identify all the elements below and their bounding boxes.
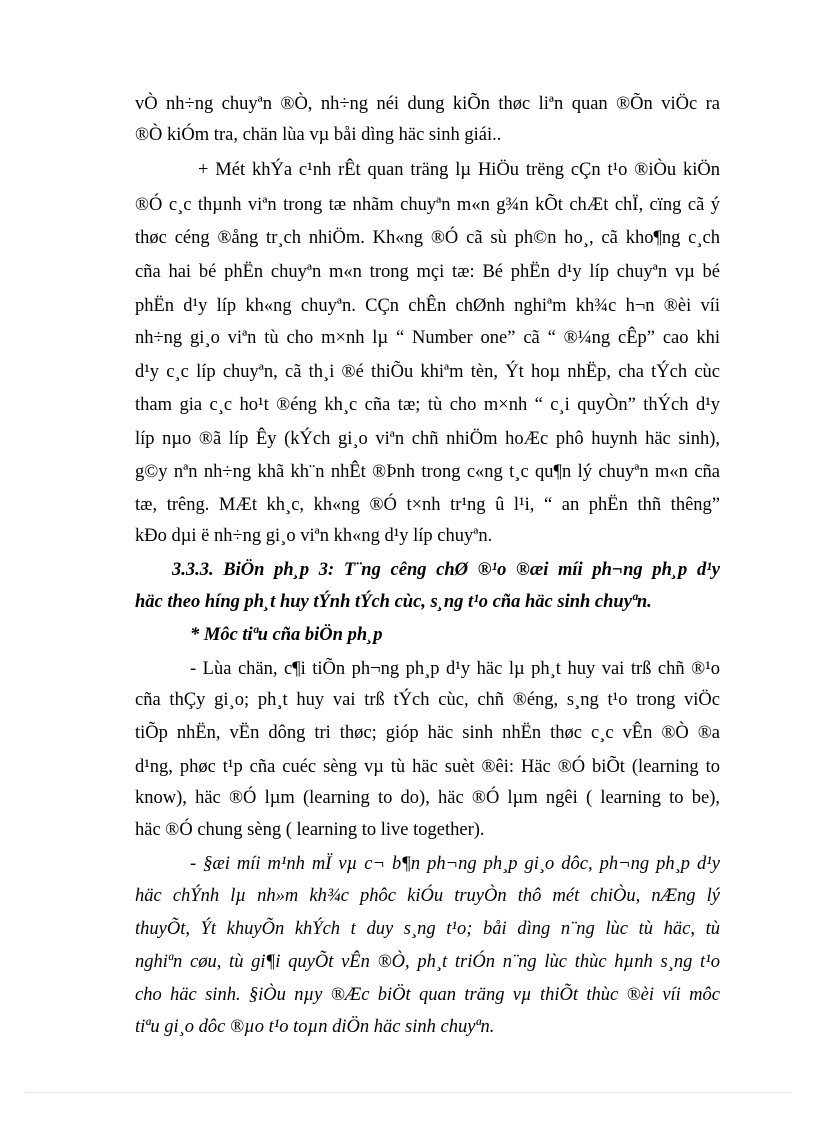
text-line: nh÷ng gi¸o viªn tù cho m×nh lµ “ Number one” cã “ ®¼ng cÊp” cao khi: [135, 328, 720, 348]
text-line: tiÕp nhËn, vËn dông tri thøc; gióp häc sinh nhËn thøc c¸c vÊn ®Ò ®a: [135, 723, 720, 743]
text-line: d¹y c¸c líp chuyªn, cã th¸i ®é thiÕu khiªm tèn, Ýt hoµ nhËp, cha tÝch cùc: [135, 362, 720, 382]
page-footer-divider: [25, 1092, 791, 1093]
text-line: thøc céng ®ång tr¸ch nhiÖm. Kh«ng ®Ó cã sù ph©n ho¸, cã kho¶ng c¸ch: [135, 228, 720, 248]
text-line: líp nµo ®ã líp Êy (kÝch gi¸o viªn chñ nhiÖm hoÆc phô huynh häc sinh),: [135, 429, 720, 449]
text-line: - §æi míi m¹nh mÏ vµ c¬ b¶n ph¬ng ph¸p gi¸o dôc, ph¬ng ph¸p d¹y: [190, 854, 720, 874]
subheading: * Môc tiªu cña biÖn ph¸p: [190, 625, 383, 645]
text-line: - Lùa chän, c¶i tiÕn ph¬ng ph¸p d¹y häc lµ ph¸t huy vai trß chñ ®¹o: [190, 659, 720, 679]
text-line: g©y nªn nh÷ng khã kh¨n nhÊt ®Þnh trong c«ng t¸c qu¶n lý chuyªn m«n cña: [135, 462, 720, 482]
text-line: tiªu gi¸o dôc ®µo t¹o toµn diÖn häc sinh chuyªn.: [135, 1017, 495, 1037]
text-line: cho häc sinh. §iÒu nµy ®Æc biÖt quan träng vµ thiÕt thùc ®èi víi môc: [135, 985, 720, 1005]
text-line: + Mét khÝa c¹nh rÊt quan träng lµ HiÖu trëng cÇn t¹o ®iÒu kiÖn: [198, 160, 720, 180]
text-line: häc chÝnh lµ nh»m kh¾c phôc kiÓu truyÒn thô mét chiÒu, nÆng lý: [135, 886, 720, 906]
text-line: vÒ nh÷ng chuyªn ®Ò, nh÷ng néi dung kiÕn thøc liªn quan ®Õn viÖc ra: [135, 94, 720, 114]
text-line: kÐo dµi ë nh÷ng gi¸o viªn kh«ng d¹y líp chuyªn.: [135, 526, 493, 546]
text-line: phËn d¹y líp kh«ng chuyªn. CÇn chÊn chØnh nghiªm kh¾c h¬n ®èi víi: [135, 296, 720, 316]
text-line: tham gia c¸c ho¹t ®éng kh¸c cña tæ; tù cho m×nh “ c¸i quyÒn” thÝch d¹y: [135, 395, 720, 415]
text-line: know), häc ®Ó lµm (learning to do), häc ®Ó lµm ngêi ( learning to be),: [135, 788, 720, 808]
text-line: ®Ò kiÓm tra, chän lùa vµ båi dìng häc sinh giái..: [135, 125, 502, 145]
text-line: thuyÕt, Ýt khuyÕn khÝch t duy s¸ng t¹o; båi dìng n¨ng lùc tù häc, tù: [135, 919, 720, 939]
section-heading: häc theo híng ph¸t huy tÝnh tÝch cùc, s¸ng t¹o cña häc sinh chuyªn.: [135, 592, 652, 612]
text-line: cña hai bé phËn chuyªn m«n trong mçi tæ: Bé phËn d¹y líp chuyªn vµ bé: [135, 262, 720, 282]
text-line: d¹ng, phøc t¹p cña cuéc sèng vµ tù häc suèt ®êi: Häc ®Ó biÕt (learning to: [135, 757, 720, 777]
text-line: ®Ó c¸c thµnh viªn trong tæ nhãm chuyªn m«n g¾n kÕt chÆt chÏ, cïng cã ý: [135, 195, 720, 215]
section-heading: 3.3.3. BiÖn ph¸p 3: T¨ng cêng chØ ®¹o ®æi míi ph¬ng ph¸p d¹y: [172, 560, 720, 580]
text-line: nghiªn cøu, tù gi¶i quyÕt vÊn ®Ò, ph¸t triÓn n¨ng lùc thùc hµnh s¸ng t¹o: [135, 952, 720, 972]
text-line: häc ®Ó chung sèng ( learning to live together).: [135, 820, 485, 840]
text-line: tæ, trêng. MÆt kh¸c, kh«ng ®Ó t×nh tr¹ng û l¹i, “ an phËn thñ thêng”: [135, 495, 720, 515]
text-line: cña thÇy gi¸o; ph¸t huy vai trß tÝch cùc, chñ ®éng, s¸ng t¹o trong viÖc: [135, 690, 720, 710]
